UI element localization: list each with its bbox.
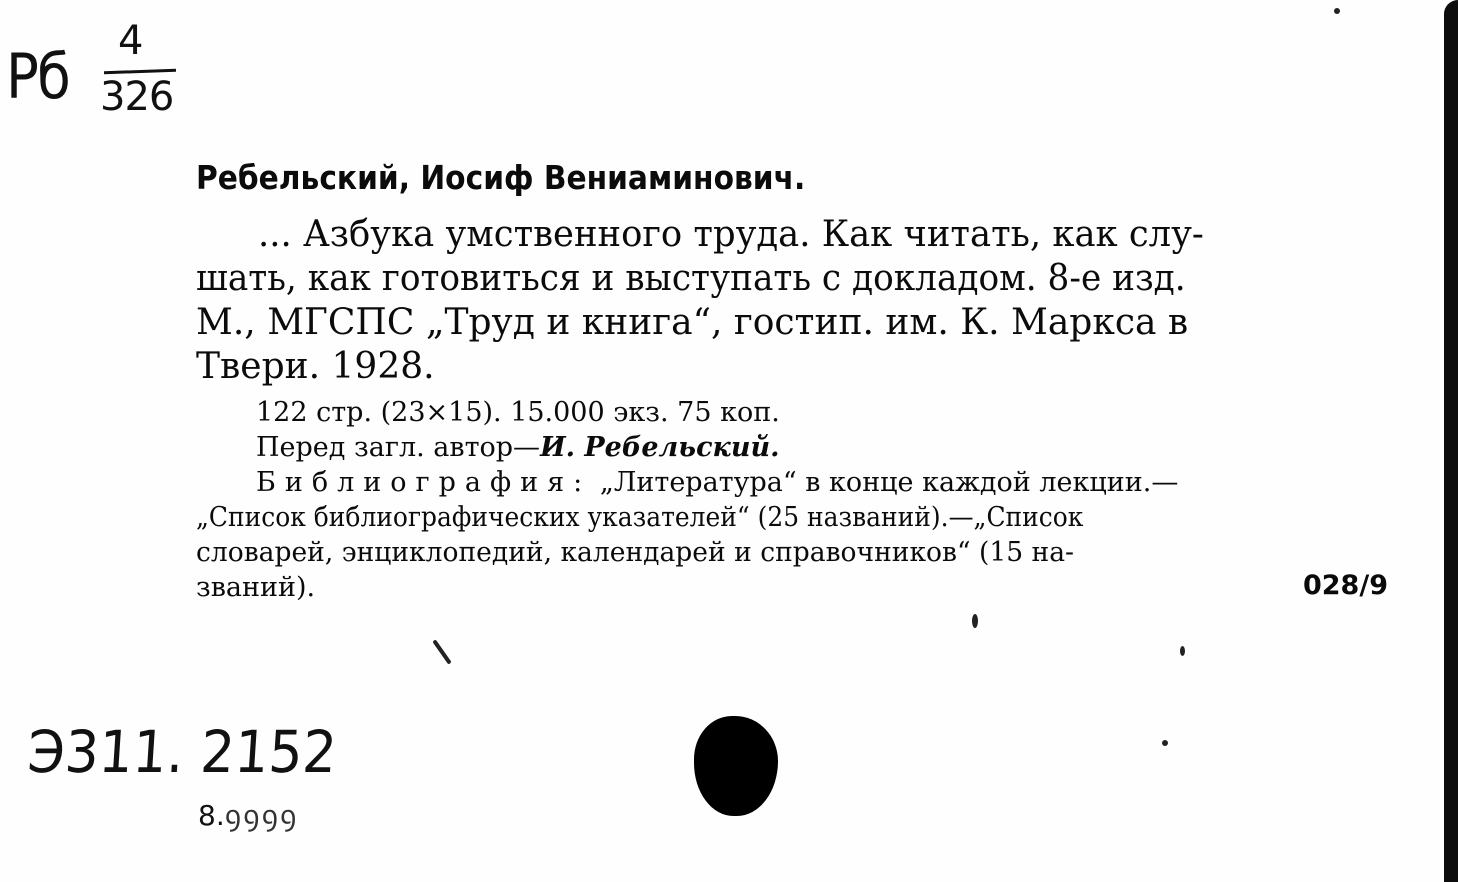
ink-blot: [694, 716, 778, 816]
bibliography-text-1: „Литература“ в конце каждой лекции.—: [599, 467, 1179, 498]
bibliography-line-2: „Список библиографических указателей“ (25 названий).—„Список: [196, 502, 1084, 533]
ink-dot: [1334, 8, 1340, 14]
bibliography-line-4: званий).: [196, 572, 316, 603]
author-note-prefix: Перед загл. автор—: [256, 432, 541, 463]
author-heading: Ребельский, Иосиф Вениаминович.: [196, 158, 806, 197]
bibliography-line-3: словарей, энциклопедий, календарей и справочников“ (15 на-: [196, 537, 1075, 568]
ink-stroke: [432, 639, 451, 664]
card-edge: [1444, 0, 1458, 882]
bibliography-line-1: [256, 467, 1178, 498]
inventory-sub-number: 8.: [198, 799, 225, 832]
ink-dot: [1162, 740, 1168, 746]
author-note-name: И. Ребельский.: [540, 432, 780, 463]
inventory-sub-scribble: ꝯꝯꝯꝯ: [224, 799, 299, 832]
title-line-3: М., МГСПС „Труд и книга“, гостип. им. К. Маркса в: [196, 302, 1189, 343]
inventory-sub: [198, 796, 298, 834]
ink-speck: [1180, 646, 1185, 656]
title-line-2: шать, как готовиться и выступать с докладом. 8-е изд.: [196, 258, 1186, 299]
collation-line: 122 стр. (23×15). 15.000 экз. 75 коп.: [256, 397, 780, 428]
inventory-number: Э311. 2152: [25, 718, 339, 786]
author-note-line: [256, 432, 779, 463]
classification-code: 028/9: [1302, 570, 1388, 601]
shelfmark-denominator: 326: [100, 74, 174, 120]
shelfmark-prefix: Рб: [6, 40, 70, 113]
shelfmark-numerator: 4: [118, 18, 144, 64]
ink-speck: [972, 614, 978, 628]
bibliography-label: Библиография:: [256, 467, 592, 498]
title-line-1: ... Азбука умственного труда. Как читать, как слу-: [258, 214, 1204, 255]
title-line-4: Твери. 1928.: [196, 346, 435, 387]
